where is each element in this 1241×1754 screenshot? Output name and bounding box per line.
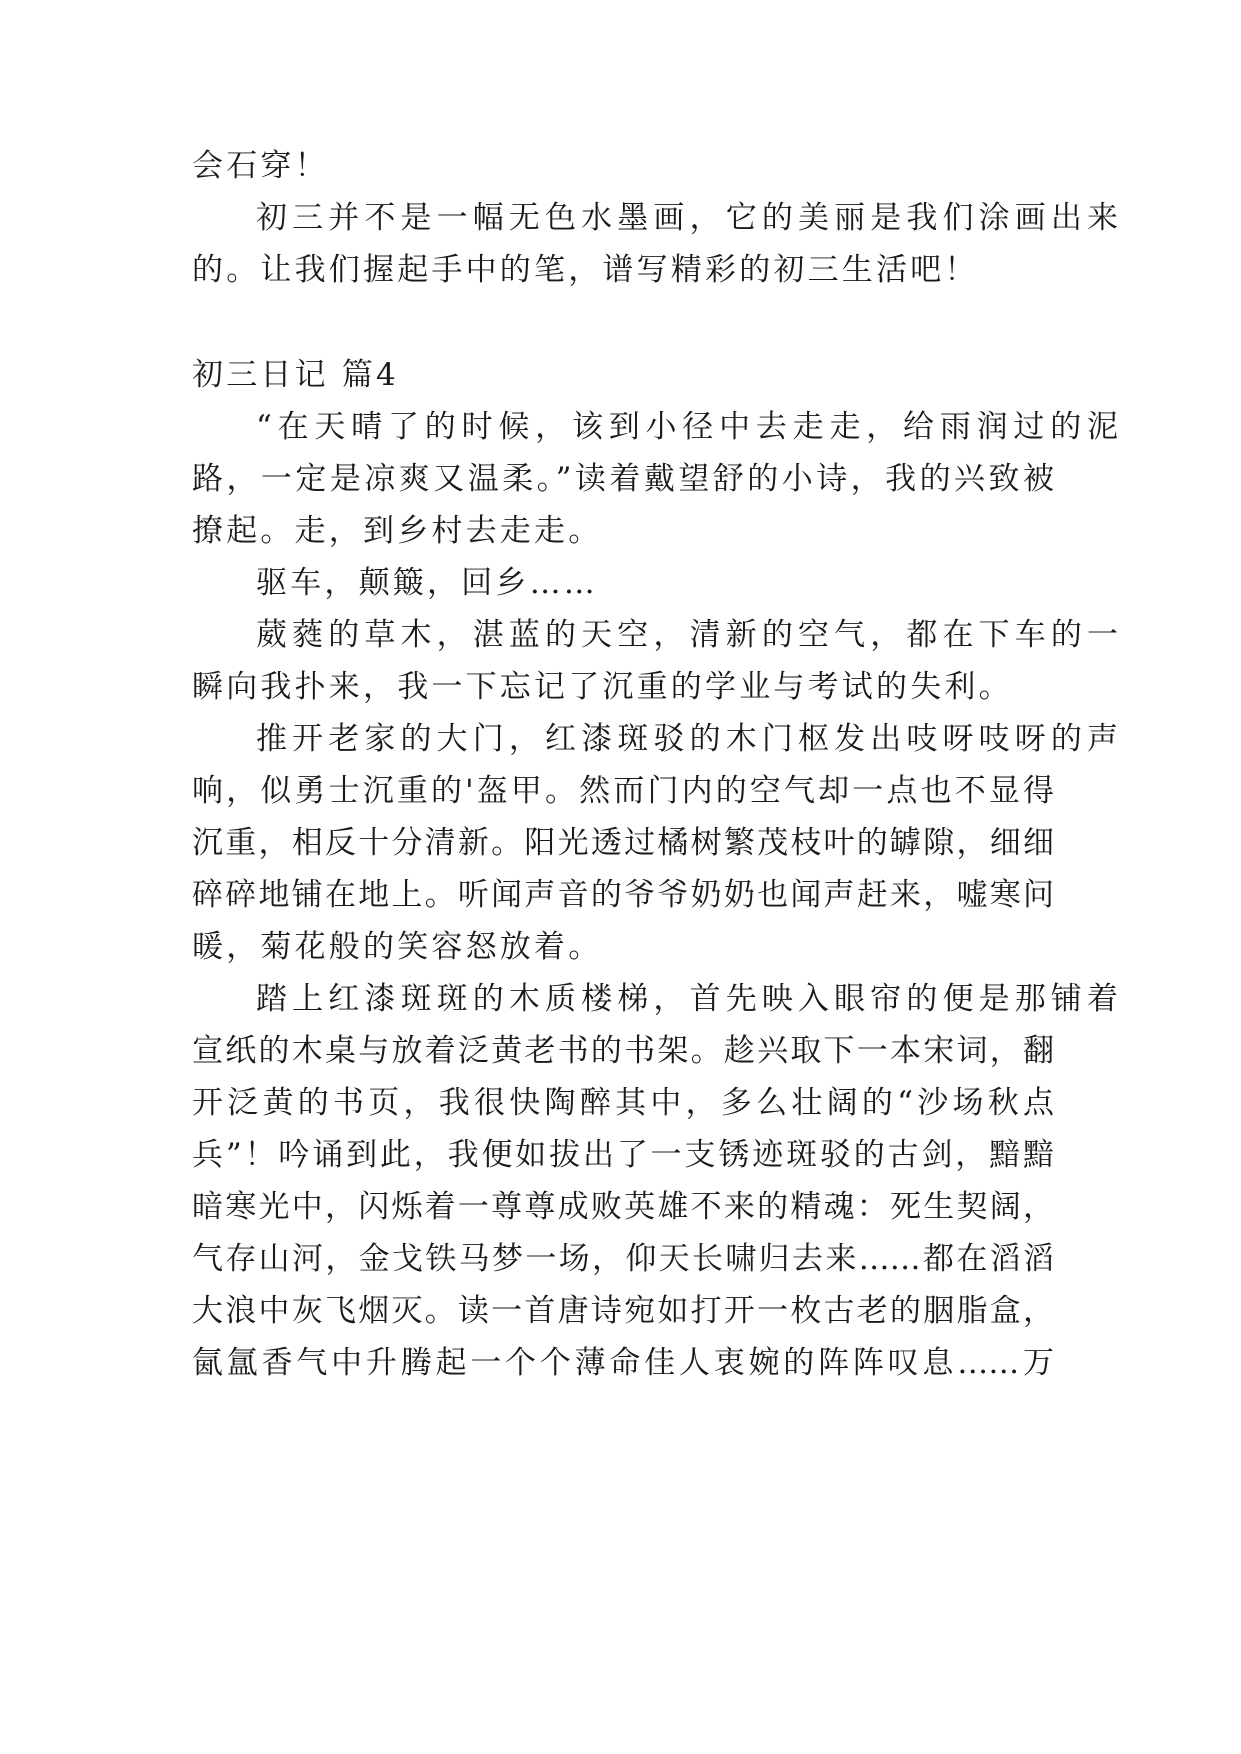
paragraph-line: 踏上红漆斑斑的木质楼梯，首先映入眼帘的便是那铺着 [256, 981, 1118, 1017]
paragraph-line: 氤氲香气中升腾起一个个薄命佳人衷婉的阵阵叹息……万 [192, 1345, 1054, 1381]
section-heading: 初三日记 篇4 [192, 357, 399, 393]
paragraph-line: 撩起。走，到乡村去走走。 [192, 513, 603, 549]
paragraph-line: 瞬向我扑来，我一下忘记了沉重的学业与考试的失利。 [192, 669, 1013, 705]
paragraph-line: 驱车，颠簸，回乡…… [256, 565, 598, 601]
paragraph-line: 的。让我们握起手中的笔，谱写精彩的初三生活吧！ [192, 252, 979, 288]
paragraph-line: 葳蕤的草木，湛蓝的天空，清新的空气，都在下车的一 [256, 617, 1118, 653]
paragraph-line: 开泛黄的书页，我很快陶醉其中，多么壮阔的“沙场秋点 [192, 1085, 1054, 1121]
paragraph-line: 气存山河，金戈铁马梦一场，仰天长啸归去来……都在滔滔 [192, 1241, 1054, 1277]
paragraph-line: 碎碎地铺在地上。听闻声音的爷爷奶奶也闻声赶来，嘘寒问 [192, 877, 1054, 913]
paragraph-line: 路，一定是凉爽又温柔。”读着戴望舒的小诗，我的兴致被 [192, 461, 1054, 497]
paragraph-line: 沉重，相反十分清新。阳光透过橘树繁茂枝叶的罅隙，细细 [192, 825, 1054, 861]
paragraph-line: “在天晴了的时候，该到小径中去走走，给雨润过的泥 [256, 409, 1118, 445]
paragraph-line: 会石穿！ [192, 148, 329, 184]
paragraph-line: 暖，菊花般的笑容怒放着。 [192, 929, 603, 965]
paragraph-line: 初三并不是一幅无色水墨画，它的美丽是我们涂画出来 [256, 200, 1118, 236]
paragraph-line: 推开老家的大门，红漆斑驳的木门枢发出吱呀吱呀的声 [256, 721, 1118, 757]
paragraph-line: 大浪中灰飞烟灭。读一首唐诗宛如打开一枚古老的胭脂盒， [192, 1293, 1054, 1329]
paragraph-line: 响，似勇士沉重的'盔甲。然而门内的空气却一点也不显得 [192, 773, 1054, 809]
paragraph-line: 宣纸的木桌与放着泛黄老书的书架。趁兴取下一本宋词，翻 [192, 1033, 1054, 1069]
paragraph-line: 暗寒光中，闪烁着一尊尊成败英雄不来的精魂：死生契阔， [192, 1189, 1054, 1225]
paragraph-line: 兵”！吟诵到此，我便如拔出了一支锈迹斑驳的古剑，黯黯 [192, 1137, 1054, 1173]
